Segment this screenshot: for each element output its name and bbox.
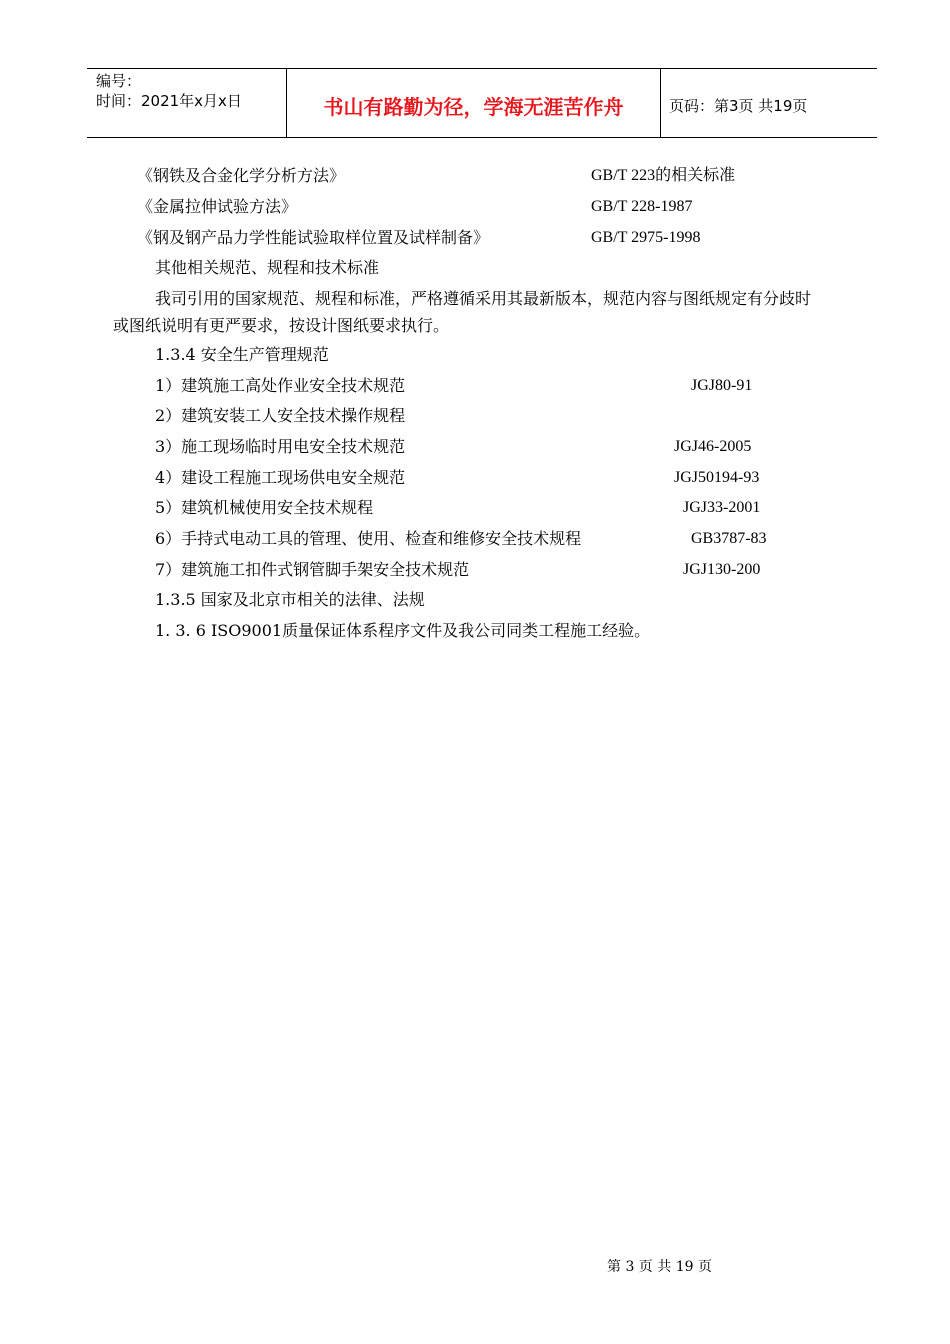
- safety-item-title: 3）施工现场临时用电安全技术规范: [155, 437, 406, 456]
- reference-code: GB/T 228-1987: [591, 198, 693, 215]
- safety-item-title: 4）建设工程施工现场供电安全规范: [155, 468, 406, 487]
- reference-title: 《钢及钢产品力学性能试验取样位置及试样制备》: [137, 228, 490, 247]
- reference-code: GB/T 223的相关标准: [591, 167, 736, 184]
- other-standards: 其他相关规范、规程和技术标准: [155, 258, 380, 277]
- paragraph-line: 我司引用的国家规范、规程和标准，严格遵循采用其最新版本，规范内容与图纸规定有分歧时: [155, 289, 812, 308]
- section-heading: 1. 3. 6 ISO9001质量保证体系程序文件及我公司同类工程施工经验。: [155, 621, 651, 640]
- safety-item-code: JGJ50194-93: [674, 469, 760, 486]
- safety-item-title: 7）建筑施工扣件式钢管脚手架安全技术规范: [155, 560, 470, 579]
- number-label: 编号：: [96, 72, 142, 90]
- header-page-number: 页码：第3页 共19页: [669, 96, 808, 115]
- page-header: [87, 68, 877, 138]
- safety-item-code: JGJ33-2001: [683, 499, 761, 516]
- section-heading: 1.3.4 安全生产管理规范: [155, 345, 329, 364]
- paragraph-line: 或图纸说明有更严要求，按设计图纸要求执行。: [113, 316, 450, 335]
- header-motto: 书山有路勤为径，学海无涯苦作舟: [287, 69, 661, 137]
- safety-item-title: 6）手持式电动工具的管理、使用、检查和维修安全技术规程: [155, 529, 582, 548]
- section-heading: 1.3.5 国家及北京市相关的法律、法规: [155, 590, 425, 609]
- header-meta: [87, 69, 287, 137]
- safety-item-title: 5）建筑机械使用安全技术规程: [155, 498, 374, 517]
- time-label: 时间：2021年x月x日: [96, 92, 242, 110]
- safety-item-title: 2）建筑安装工人安全技术操作规程: [155, 406, 406, 425]
- safety-item-code: JGJ80-91: [691, 377, 753, 394]
- safety-item-title: 1）建筑施工高处作业安全技术规范: [155, 376, 406, 395]
- safety-item-code: JGJ46-2005: [674, 438, 752, 455]
- page-footer: 第 3 页 共 19 页: [607, 1259, 712, 1275]
- reference-code: GB/T 2975-1998: [591, 229, 701, 246]
- reference-title: 《金属拉伸试验方法》: [137, 197, 298, 216]
- reference-title: 《钢铁及合金化学分析方法》: [137, 166, 346, 185]
- safety-item-code: JGJ130-200: [683, 561, 761, 578]
- safety-item-code: GB3787-83: [691, 530, 767, 547]
